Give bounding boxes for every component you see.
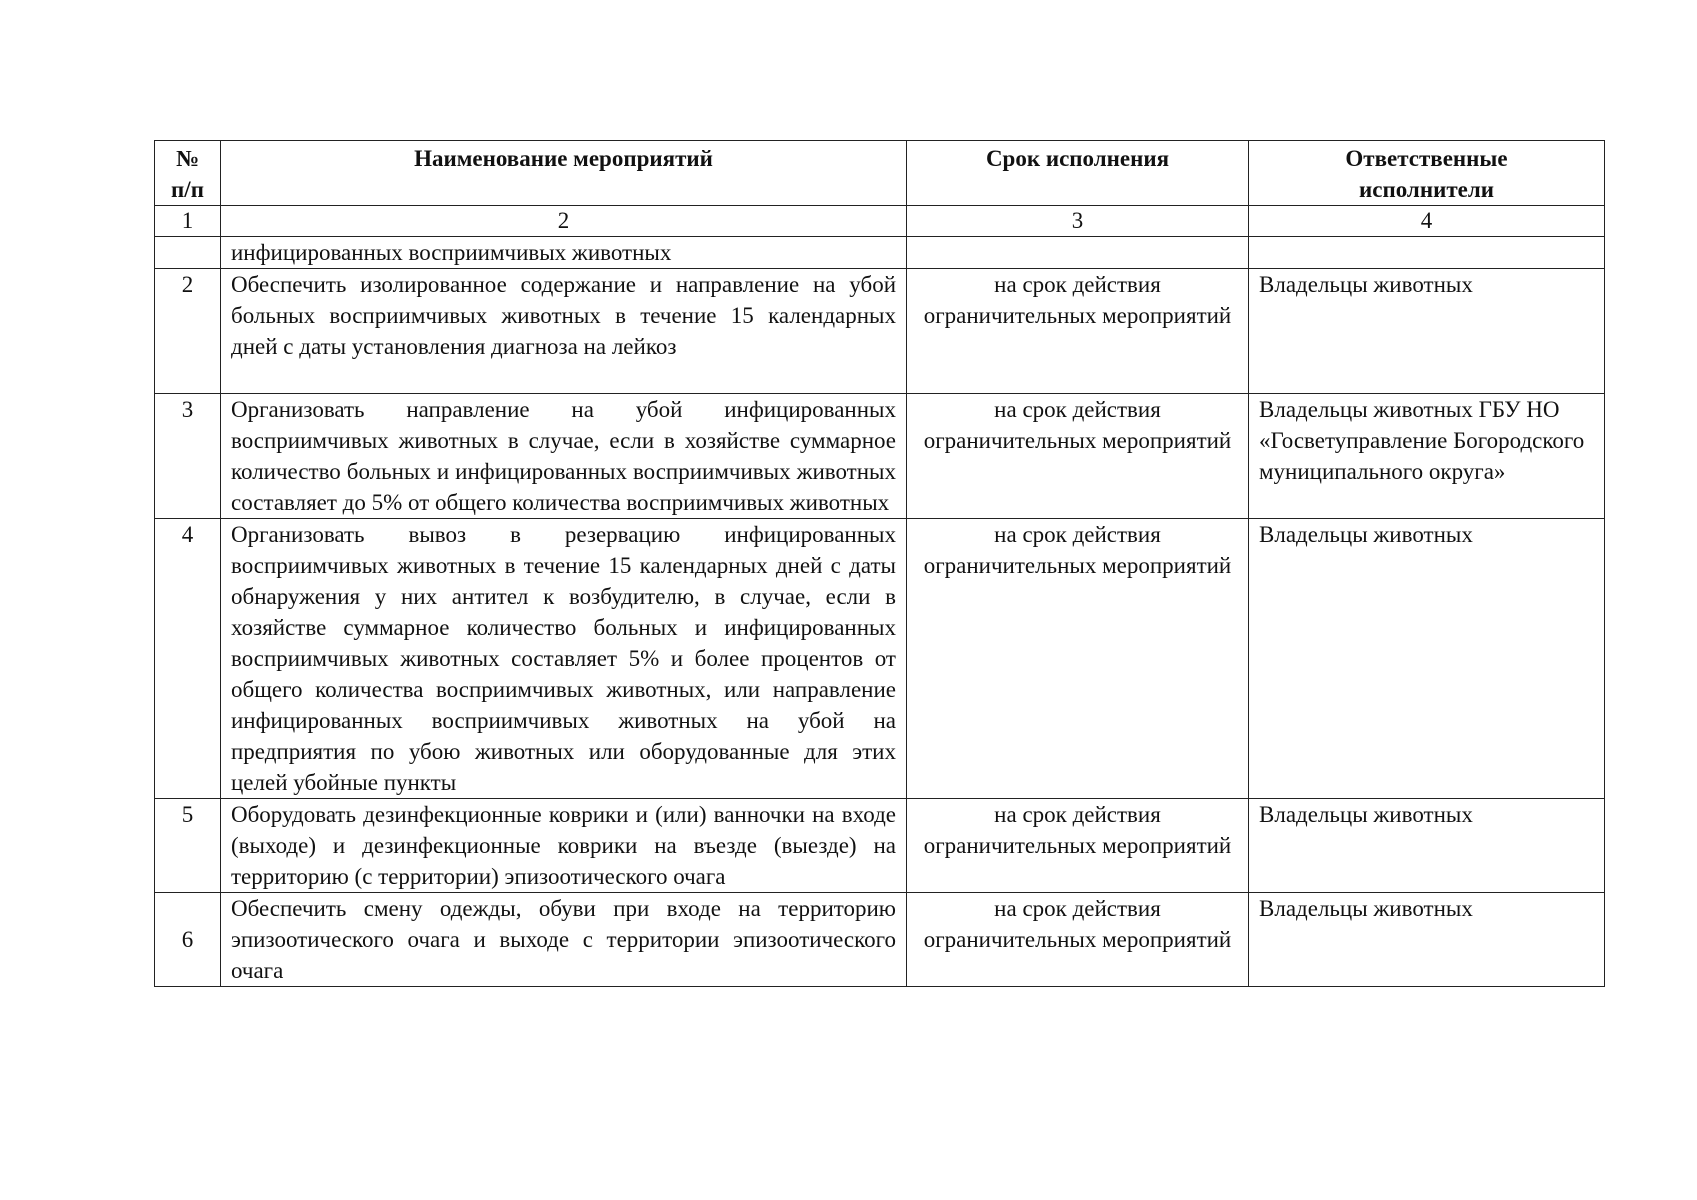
row-action: Обеспечить изолированное содержание и направление на убой больных восприимчивых животных в течение 15 календарных дней с даты установления диагноза на лейкоз: [221, 269, 907, 394]
row-responsible: Владельцы животных: [1249, 799, 1605, 893]
measures-table: [154, 140, 1605, 987]
table-header-row: [155, 141, 1605, 206]
table-row: [155, 519, 1605, 799]
row-responsible: Владельцы животных: [1249, 893, 1605, 987]
table-row: [155, 394, 1605, 519]
row-number: 6: [155, 893, 221, 987]
row-number: 3: [155, 394, 221, 519]
row-action: Оборудовать дезинфекционные коврики и (или) ванночки на входе (выходе) и дезинфекционные коврики на въезде (выезде) на территорию (с территории) эпизоотического очага: [221, 799, 907, 893]
column-number: 1: [155, 206, 221, 237]
table-row: [155, 893, 1605, 987]
column-number: 4: [1249, 206, 1605, 237]
row-action: Организовать вывоз в резервацию инфицированных восприимчивых животных в течение 15 календарных дней с даты обнаружения у них антител к возбудителю, в случае, если в хозяйстве суммарное количество больных и инфицированных восприимчивых животных составляет 5% и более процентов от общего количества восприимчивых животных, или направление инфицированных восприимчивых животных на убой на предприятия по убою животных или оборудованные для этих целей убойные пункты: [221, 519, 907, 799]
row-term: на срок действия ограничительных мероприятий: [907, 893, 1249, 987]
row-responsible: Владельцы животных: [1249, 519, 1605, 799]
column-number: 3: [907, 206, 1249, 237]
row-number: 2: [155, 269, 221, 394]
header-responsible: [1249, 141, 1605, 206]
row-number: 4: [155, 519, 221, 799]
row-term: на срок действия ограничительных мероприятий: [907, 799, 1249, 893]
column-number-row: [155, 206, 1605, 237]
row-action: Обеспечить смену одежды, обуви при входе на территорию эпизоотического очага и выходе с территории эпизоотического очага: [221, 893, 907, 987]
header-responsible-line2: исполнители: [1359, 177, 1494, 202]
row-term: на срок действия ограничительных мероприятий: [907, 394, 1249, 519]
continuation-text: инфицированных восприимчивых животных: [221, 237, 907, 269]
header-term: Срок исполнения: [907, 141, 1249, 206]
table-row: [155, 799, 1605, 893]
header-responsible-line1: Ответственные: [1345, 146, 1508, 171]
column-number: 2: [221, 206, 907, 237]
row-number: 5: [155, 799, 221, 893]
table-row: [155, 269, 1605, 394]
row-action: Организовать направление на убой инфицированных восприимчивых животных в случае, если в хозяйстве суммарное количество больных и инфицированных восприимчивых животных составляет до 5% от общего количества восприимчивых животных: [221, 394, 907, 519]
table-cell-empty: [907, 237, 1249, 269]
header-number-line1: №: [175, 146, 200, 171]
row-responsible: Владельцы животных: [1249, 269, 1605, 394]
table-cell-empty: [1249, 237, 1605, 269]
header-number-line2: п/п: [171, 177, 204, 202]
header-number: [155, 141, 221, 206]
continuation-row: [155, 237, 1605, 269]
row-term: на срок действия ограничительных мероприятий: [907, 519, 1249, 799]
header-action: Наименование мероприятий: [221, 141, 907, 206]
row-term: на срок действия ограничительных мероприятий: [907, 269, 1249, 394]
row-responsible: Владельцы животных ГБУ НО «Госветуправление Богородского муниципального округа»: [1249, 394, 1605, 519]
table-cell-empty: [155, 237, 221, 269]
